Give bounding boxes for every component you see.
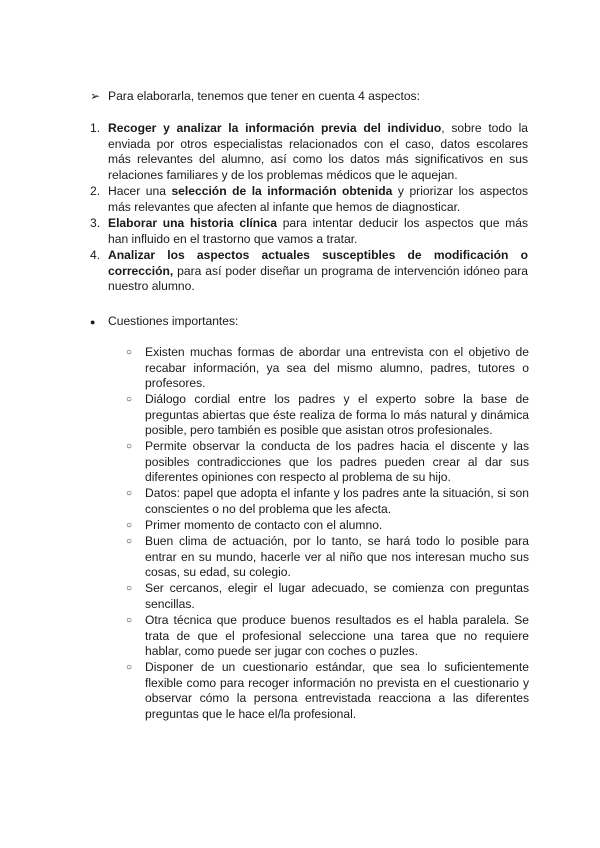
item-bold-text: Analizar los aspectos actuales susceptibles de modificación o [108, 248, 528, 262]
sub-item-line: preguntas que le hace el/la profesional. [145, 706, 357, 721]
item-line: más relevantes del alumno, así como los datos más significativos en sus [108, 152, 528, 167]
item-number: 3. [90, 216, 101, 230]
sub-item-line: Ser cercanos, elegir el lugar adecuado, se comienza con preguntas [145, 581, 529, 595]
item-line [108, 248, 528, 264]
sub-item-line: Primer momento de contacto con el alumno. [145, 518, 383, 532]
sub-list-item [126, 392, 529, 439]
item-text: y priorizar los aspectos [392, 184, 528, 198]
numbered-item-4 [90, 248, 528, 295]
sub-list-item [126, 581, 529, 612]
item-bold-text: corrección, [108, 263, 174, 278]
item-line [108, 121, 528, 137]
item-text: Hacer una [108, 184, 172, 198]
sub-item-line: posible, pero también es posible que asistan otros profesionales. [145, 423, 493, 438]
sub-item-line: Diálogo cordial entre los padres y el experto sobre la base de [145, 392, 529, 406]
sub-item-line: Otra técnica que produce buenos resultados es el habla paralela. Se [145, 613, 529, 627]
circle-bullet-icon: ○ [126, 441, 133, 452]
item-number: 4. [90, 248, 101, 262]
item-line [108, 184, 528, 200]
item-line: nuestro alumno. [108, 279, 195, 294]
item-text: para intentar deducir los aspectos que más [277, 216, 528, 230]
sub-item-line: entrar en su mundo, hacerle ver al niño que nos interesan mucho sus [145, 549, 529, 564]
item-line [108, 216, 528, 232]
item-number: 1. [90, 121, 101, 135]
circle-bullet-icon: ○ [126, 615, 133, 626]
sub-item-line: Datos: papel que adopta el infante y los padres ante la situación, si son [145, 486, 529, 500]
circle-bullet-icon: ○ [126, 394, 133, 405]
sub-item-line: sencillas. [145, 596, 195, 611]
item-text: para así poder diseñar un programa de intervención idóneo para [173, 263, 528, 278]
item-text: , sobre todo la [441, 121, 528, 135]
sub-item-line: diferentes opiniones con respecto al problema de su hijo. [145, 470, 451, 485]
circle-bullet-icon: ○ [126, 536, 133, 547]
arrow-bullet-icon: ➢ [90, 89, 101, 103]
item-bold-text: Recoger y analizar la información previa del individuo [108, 121, 442, 135]
item-line: han influido en el trastorno que vamos a tratar. [108, 231, 358, 246]
circle-bullet-icon: ○ [126, 583, 133, 594]
numbered-item-3 [90, 216, 528, 247]
sub-item-line: recabar información, ya sea del mismo alumno, padres, tutores o [145, 360, 529, 375]
circle-bullet-icon: ○ [126, 347, 133, 358]
circle-bullet-icon: ○ [126, 488, 133, 499]
sub-item-line: Buen clima de actuación, por lo tanto, se hará todo lo posible para [145, 534, 529, 548]
sub-list-item [126, 518, 529, 534]
circle-bullet-icon: ○ [126, 520, 133, 531]
sub-item-line: conscientes o no del problema que les afecta. [145, 501, 392, 516]
item-line: más relevantes que afecten al infante que hemos de diagnosticar. [108, 199, 461, 214]
sub-item-line: preguntas abiertas que éste realiza de forma lo más natural y dinámica [145, 407, 529, 422]
item-line: relaciones familiares y de los problemas médicos que le aquejan. [108, 167, 458, 182]
sub-item-line: trata de que el profesional seleccione una tarea que no requiere [145, 628, 529, 643]
intro-text: Para elaborarla, tenemos que tener en cuenta 4 aspectos: [108, 89, 420, 103]
item-number: 2. [90, 184, 101, 198]
sub-list-item [126, 486, 529, 517]
sub-item-line: posibles contradicciones que los padres pueden crear al dar sus [145, 454, 529, 469]
sub-list-item [126, 660, 529, 722]
sub-list-item [126, 439, 529, 486]
bullet-heading-text: Cuestiones importantes: [108, 314, 239, 328]
sub-item-line: hablar, como puede ser jugar con coches o puzles. [145, 644, 418, 659]
sub-item-line: Disponer de un cuestionario estándar, que sea lo suficientemente [145, 660, 529, 674]
sub-list-item [126, 534, 529, 581]
item-bold-text: Elaborar una historia clínica [108, 216, 277, 230]
item-bold-text: selección de la información obtenida [171, 184, 393, 198]
sub-item-line: Permite observar la conducta de los padres hacia el discente y las [145, 439, 529, 453]
circle-bullet-icon: ○ [126, 662, 133, 673]
item-line: enviada por otros especialistas relacionados con el caso, datos escolares [108, 136, 528, 151]
numbered-item-1 [90, 121, 528, 183]
disc-bullet-icon: ● [90, 317, 96, 327]
sub-item-line: flexible como para recoger información no prevista en el cuestionario y [145, 675, 529, 690]
sub-list-item [126, 345, 529, 392]
sub-list-item [126, 613, 529, 660]
sub-item-line: observar cómo la persona entrevistada reacciona a las diferentes [145, 691, 529, 706]
sub-item-line: Existen muchas formas de abordar una entrevista con el objetivo de [145, 345, 529, 359]
sub-item-line: cosas, su edad, su colegio. [145, 565, 291, 580]
numbered-item-2 [90, 184, 528, 215]
sub-item-line: profesores. [145, 376, 206, 391]
item-line [108, 264, 528, 280]
